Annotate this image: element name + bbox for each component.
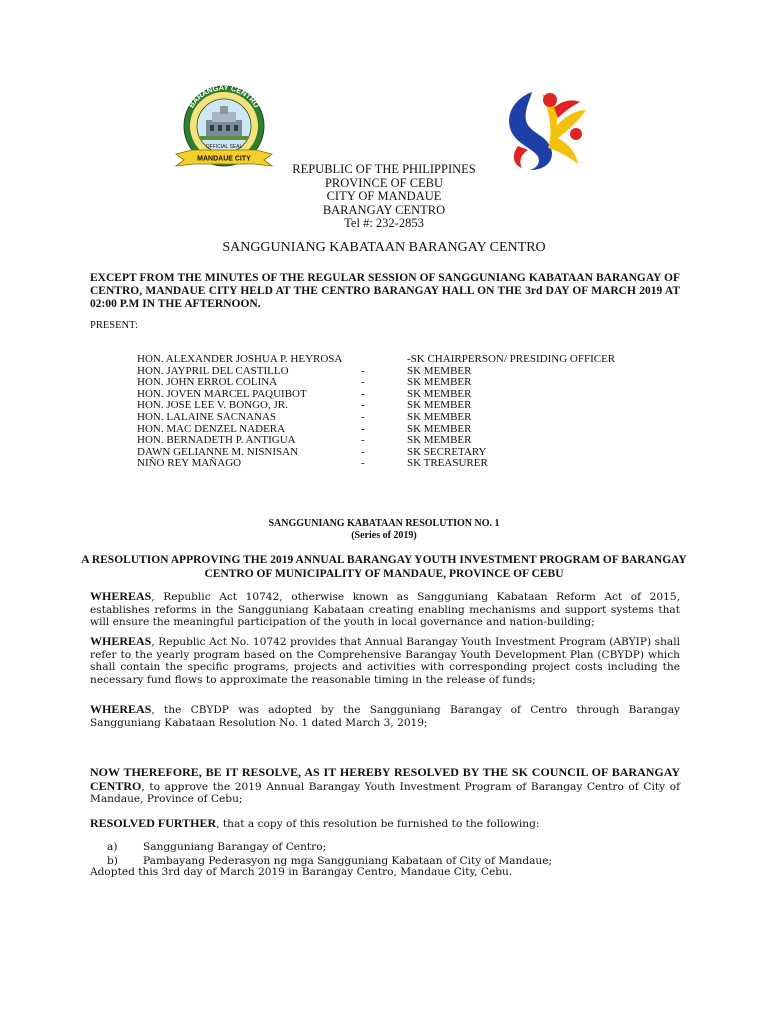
member-dash: - [361,422,365,435]
paragraph-lead: RESOLVED FURTHER [90,816,217,830]
member-name: HON. BERNADETH P. ANTIGUA [137,434,296,447]
svg-text:MANDAUE CITY: MANDAUE CITY [197,155,251,163]
paragraph-text: , that a copy of this resolution be furnished to the following: [216,818,540,830]
member-name: HON. ALEXANDER JOSHUA P. HEYROSA [137,353,343,365]
paragraph-text: , to approve the 2019 Annual Barangay Youth Investment Program of Barangay Centro of City of Mandaue, Province of Cebu; [90,780,680,806]
list-marker: a) [107,841,118,853]
resolved-paragraph [90,766,680,806]
paragraph-lead: WHEREAS [90,634,152,648]
resolution-number: SANGGUNIANG KABATAAN RESOLUTION NO. 1 [268,518,500,529]
paragraph-lead: WHEREAS [90,702,152,716]
whereas-paragraph-3 [90,703,680,729]
member-dash: - [361,457,365,470]
member-name: HON. JAYPRIL DEL CASTILLO [137,364,289,377]
member-role: SK MEMBER [407,434,472,447]
member-dash: - [361,376,365,389]
letterhead [0,163,768,231]
sk-title: SANGGUNIANG KABATAAN BARANGAY CENTRO [222,240,546,255]
member-dash: - [361,399,365,412]
member-role: SK MEMBER [407,376,472,389]
letterhead-line-3: CITY OF MANDAUE [326,189,442,203]
member-dash: - [361,387,365,400]
member-dash: - [361,410,365,423]
member-dash: - [361,445,365,458]
adopted-line: Adopted this 3rd day of March 2019 in Barangay Centro, Mandaue City, Cebu. [90,866,513,878]
letterhead-line-2: PROVINCE OF CEBU [324,175,444,190]
member-dash: - [361,364,365,377]
list-marker: b) [107,855,118,867]
present-label: PRESENT: [90,320,138,331]
member-name: HON. JOSE LEE V. BONGO, JR. [137,399,288,412]
sangguniang-kabataan-logo [498,88,590,172]
member-role: SK MEMBER [407,387,472,400]
barangay-centro-seal [174,80,274,172]
resolution-title: A RESOLUTION APPROVING THE 2019 ANNUAL BARANGAY YOUTH INVESTMENT PROGRAM OF BARANGAY CENTRO OF MUNICIPALITY OF MANDAUE, PROVINCE OF CEBU [81,554,687,580]
member-role: SK MEMBER [407,410,472,423]
whereas-paragraph-1 [90,590,680,629]
member-dash: - [361,434,365,447]
paragraph-text: , Republic Act 10742, otherwise known as Sangguniang Kabataan Reform Act of 2015, establishes reforms in the Sangguniang Kabataan creating enabling mechanisms and support systems that will ensure the meaningful participation of the youth in local governance and nation-building; [90,591,680,629]
letterhead-line-4: BARANGAY CENTRO [322,202,446,217]
resolution-series: (Series of 2019) [351,529,417,541]
member-role: SK MEMBER [407,364,472,377]
paragraph-text: , the CBYDP was adopted by the Sangguniang Barangay of Centro through Barangay Sangguniang Kabataan Resolution No. 1 dated March 3, 2019; [90,704,680,729]
member-role: SK TREASURER [407,457,488,470]
member-name: HON. JOVEN MARCEL PAQUIBOT [137,387,307,400]
svg-text:BARANGAY CENTRO: BARANGAY CENTRO [186,82,262,110]
member-name: HON. LALAINE SACNANAS [137,410,277,423]
member-role: SK SECRETARY [407,445,487,458]
svg-text:OFFICIAL SEAL: OFFICIAL SEAL [205,144,243,150]
letterhead-line-1: REPUBLIC OF THE PHILIPPINES [292,162,476,176]
minutes-excerpt: EXCEPT FROM THE MINUTES OF THE REGULAR SESSION OF SANGGUNIANG KABATAAN BARANGAY OF CENTRO, MANDAUE CITY HELD AT THE CENTRO BARANGAY HALL ON THE 3rd DAY OF MARCH 2019 AT 02:00 P.M IN THE AFTERNOON. [90,272,680,310]
paragraph-text: , Republic Act No. 10742 provides that Annual Barangay Youth Investment Program (ABYIP) shall refer to the yearly program based on the Comprehensive Barangay Youth Development Plan (CBYDP) which shall contain the specific programs, projects and activities with corresponding project costs including the necessary fund flows to approximate the reasonable timing in the release of funds; [90,636,680,686]
member-role: SK MEMBER [407,399,472,412]
resolved-further-paragraph [90,817,680,831]
resolution-heading [0,518,768,541]
member-name: DAWN GELIANNE M. NISNISAN [137,445,299,458]
list-text: Sangguniang Barangay of Centro; [143,841,327,853]
letterhead-phone: Tel #: 232-2853 [344,216,424,230]
member-role: -SK CHAIRPERSON/ PRESIDING OFFICER [407,353,616,365]
member-role: SK MEMBER [407,422,472,435]
member-name: HON. JOHN ERROL COLINA [137,376,278,389]
paragraph-lead: WHEREAS [90,589,152,603]
list-text: Pambayang Pederasyon ng mga Sangguniang Kabataan of City of Mandaue; [143,855,553,867]
member-name: NIÑO REY MAÑAGO [137,457,242,470]
member-name: HON. MAC DENZEL NADERA [137,422,286,435]
paragraph-lead: NOW THEREFORE, BE IT RESOLVE, AS IT HEREBY RESOLVED BY THE SK COUNCIL OF BARANGAY CENTRO [90,765,680,793]
whereas-paragraph-2 [90,635,680,686]
